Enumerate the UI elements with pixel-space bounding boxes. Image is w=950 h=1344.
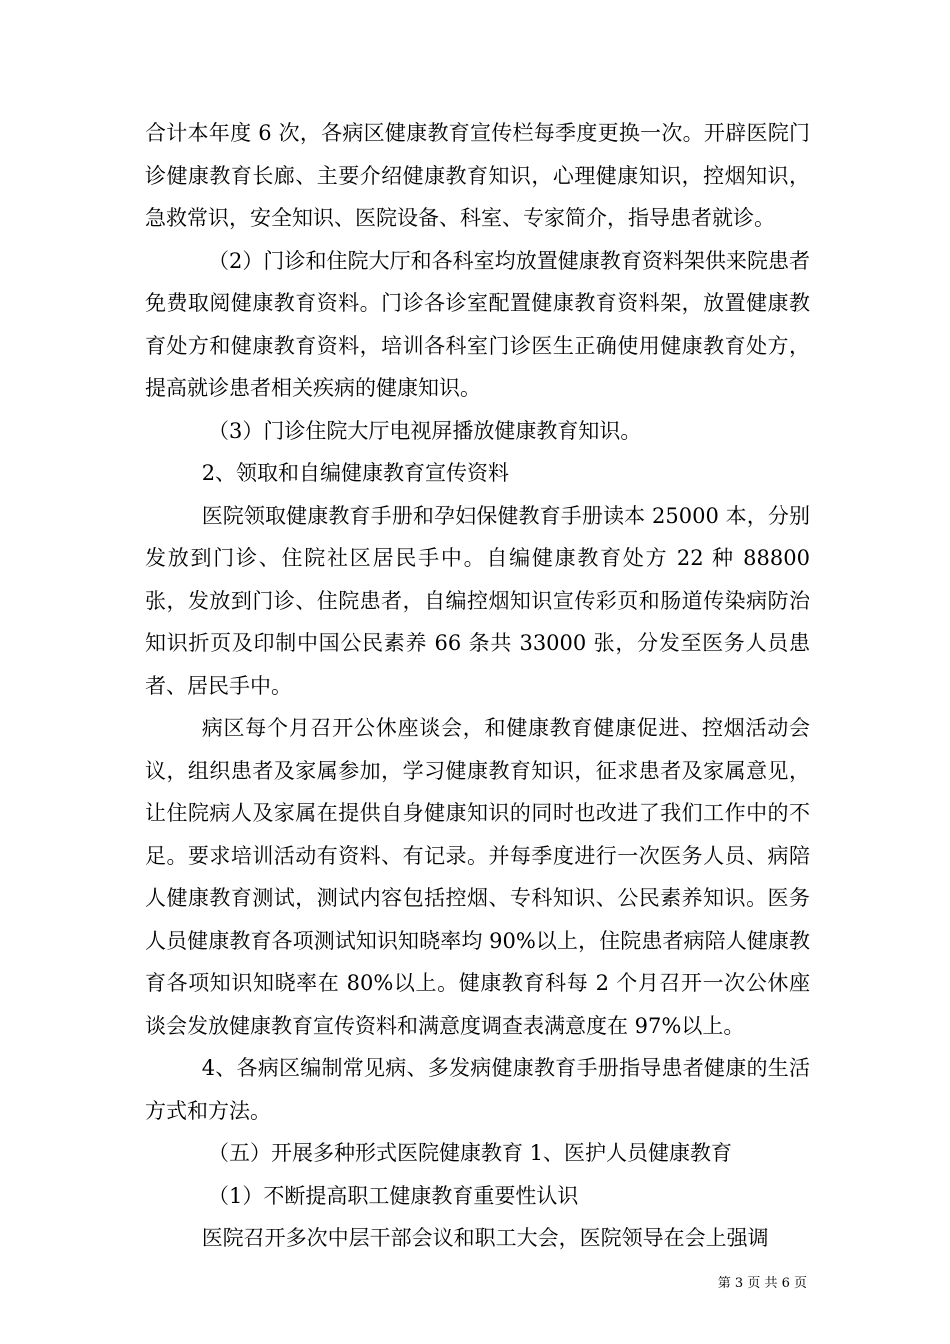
paragraph-10: 医院召开多次中层干部会议和职工大会，医院领导在会上强调 bbox=[201, 1226, 769, 1250]
paragraph-7: 4、各病区编制常见病、多发病健康教育手册指导患者健康的生活方式和方法。 bbox=[145, 1056, 810, 1123]
paragraph-8: （五）开展多种形式医院健康教育 1、医护人员健康教育 bbox=[208, 1141, 733, 1165]
paragraph-5: 医院领取健康教育手册和孕妇保健教育手册读本 25000 本，分别发放到门诊、住院社区居民手中。自编健康教育处方 22 种 88800 张，发放到门诊、住院患者，自编控烟知识宣传彩页和肠道传染病防治知识折页及印制中国公民素养 66 条共 33000 张，分发至医务人员患者、居民手中。 bbox=[145, 503, 810, 698]
paragraph-6: 病区每个月召开公休座谈会，和健康教育健康促进、控烟活动会议，组织患者及家属参加，学习健康教育知识，征求患者及家属意见，让住院病人及家属在提供自身健康知识的同时也改进了我们工作中的不足。要求培训活动有资料、有记录。并每季度进行一次医务人员、病陪人健康教育测试，测试内容包括控烟、专科知识、公民素养知识。医务人员健康教育各项测试知识知晓率均 90%以上，住院患者病陪人健康教育各项知识知晓率在 80%以上。健康教育科每 2 个月召开一次公休座谈会发放健康教育宣传资料和满意度调查表满意度在 97%以上。 bbox=[145, 716, 810, 1038]
paragraph-1: 合计本年度 6 次，各病区健康教育宣传栏每季度更换一次。开辟医院门诊健康教育长廊、主要介绍健康教育知识，心理健康知识，控烟知识，急救常识，安全知识、医院设备、科室、专家简介，指导患者就诊。 bbox=[145, 121, 810, 230]
paragraph-9: （1）不断提高职工健康教育重要性认识 bbox=[208, 1183, 579, 1208]
paragraph-4: 2、领取和自编健康教育宣传资料 bbox=[201, 461, 510, 485]
paragraph-3: （3）门诊住院大厅电视屏播放健康教育知识。 bbox=[208, 418, 642, 443]
paragraph-2: （2）门诊和住院大厅和各科室均放置健康教育资料架供来院患者免费取阅健康教育资料。门诊各诊室配置健康教育资料架，放置健康教育处方和健康教育资料，培训各科室门诊医生正确使用健康教育处方，提高就诊患者相关疾病的健康知识。 bbox=[145, 248, 810, 400]
document-body bbox=[145, 112, 810, 1260]
page-footer: 第 3 页 共 6 页 bbox=[717, 1276, 807, 1291]
